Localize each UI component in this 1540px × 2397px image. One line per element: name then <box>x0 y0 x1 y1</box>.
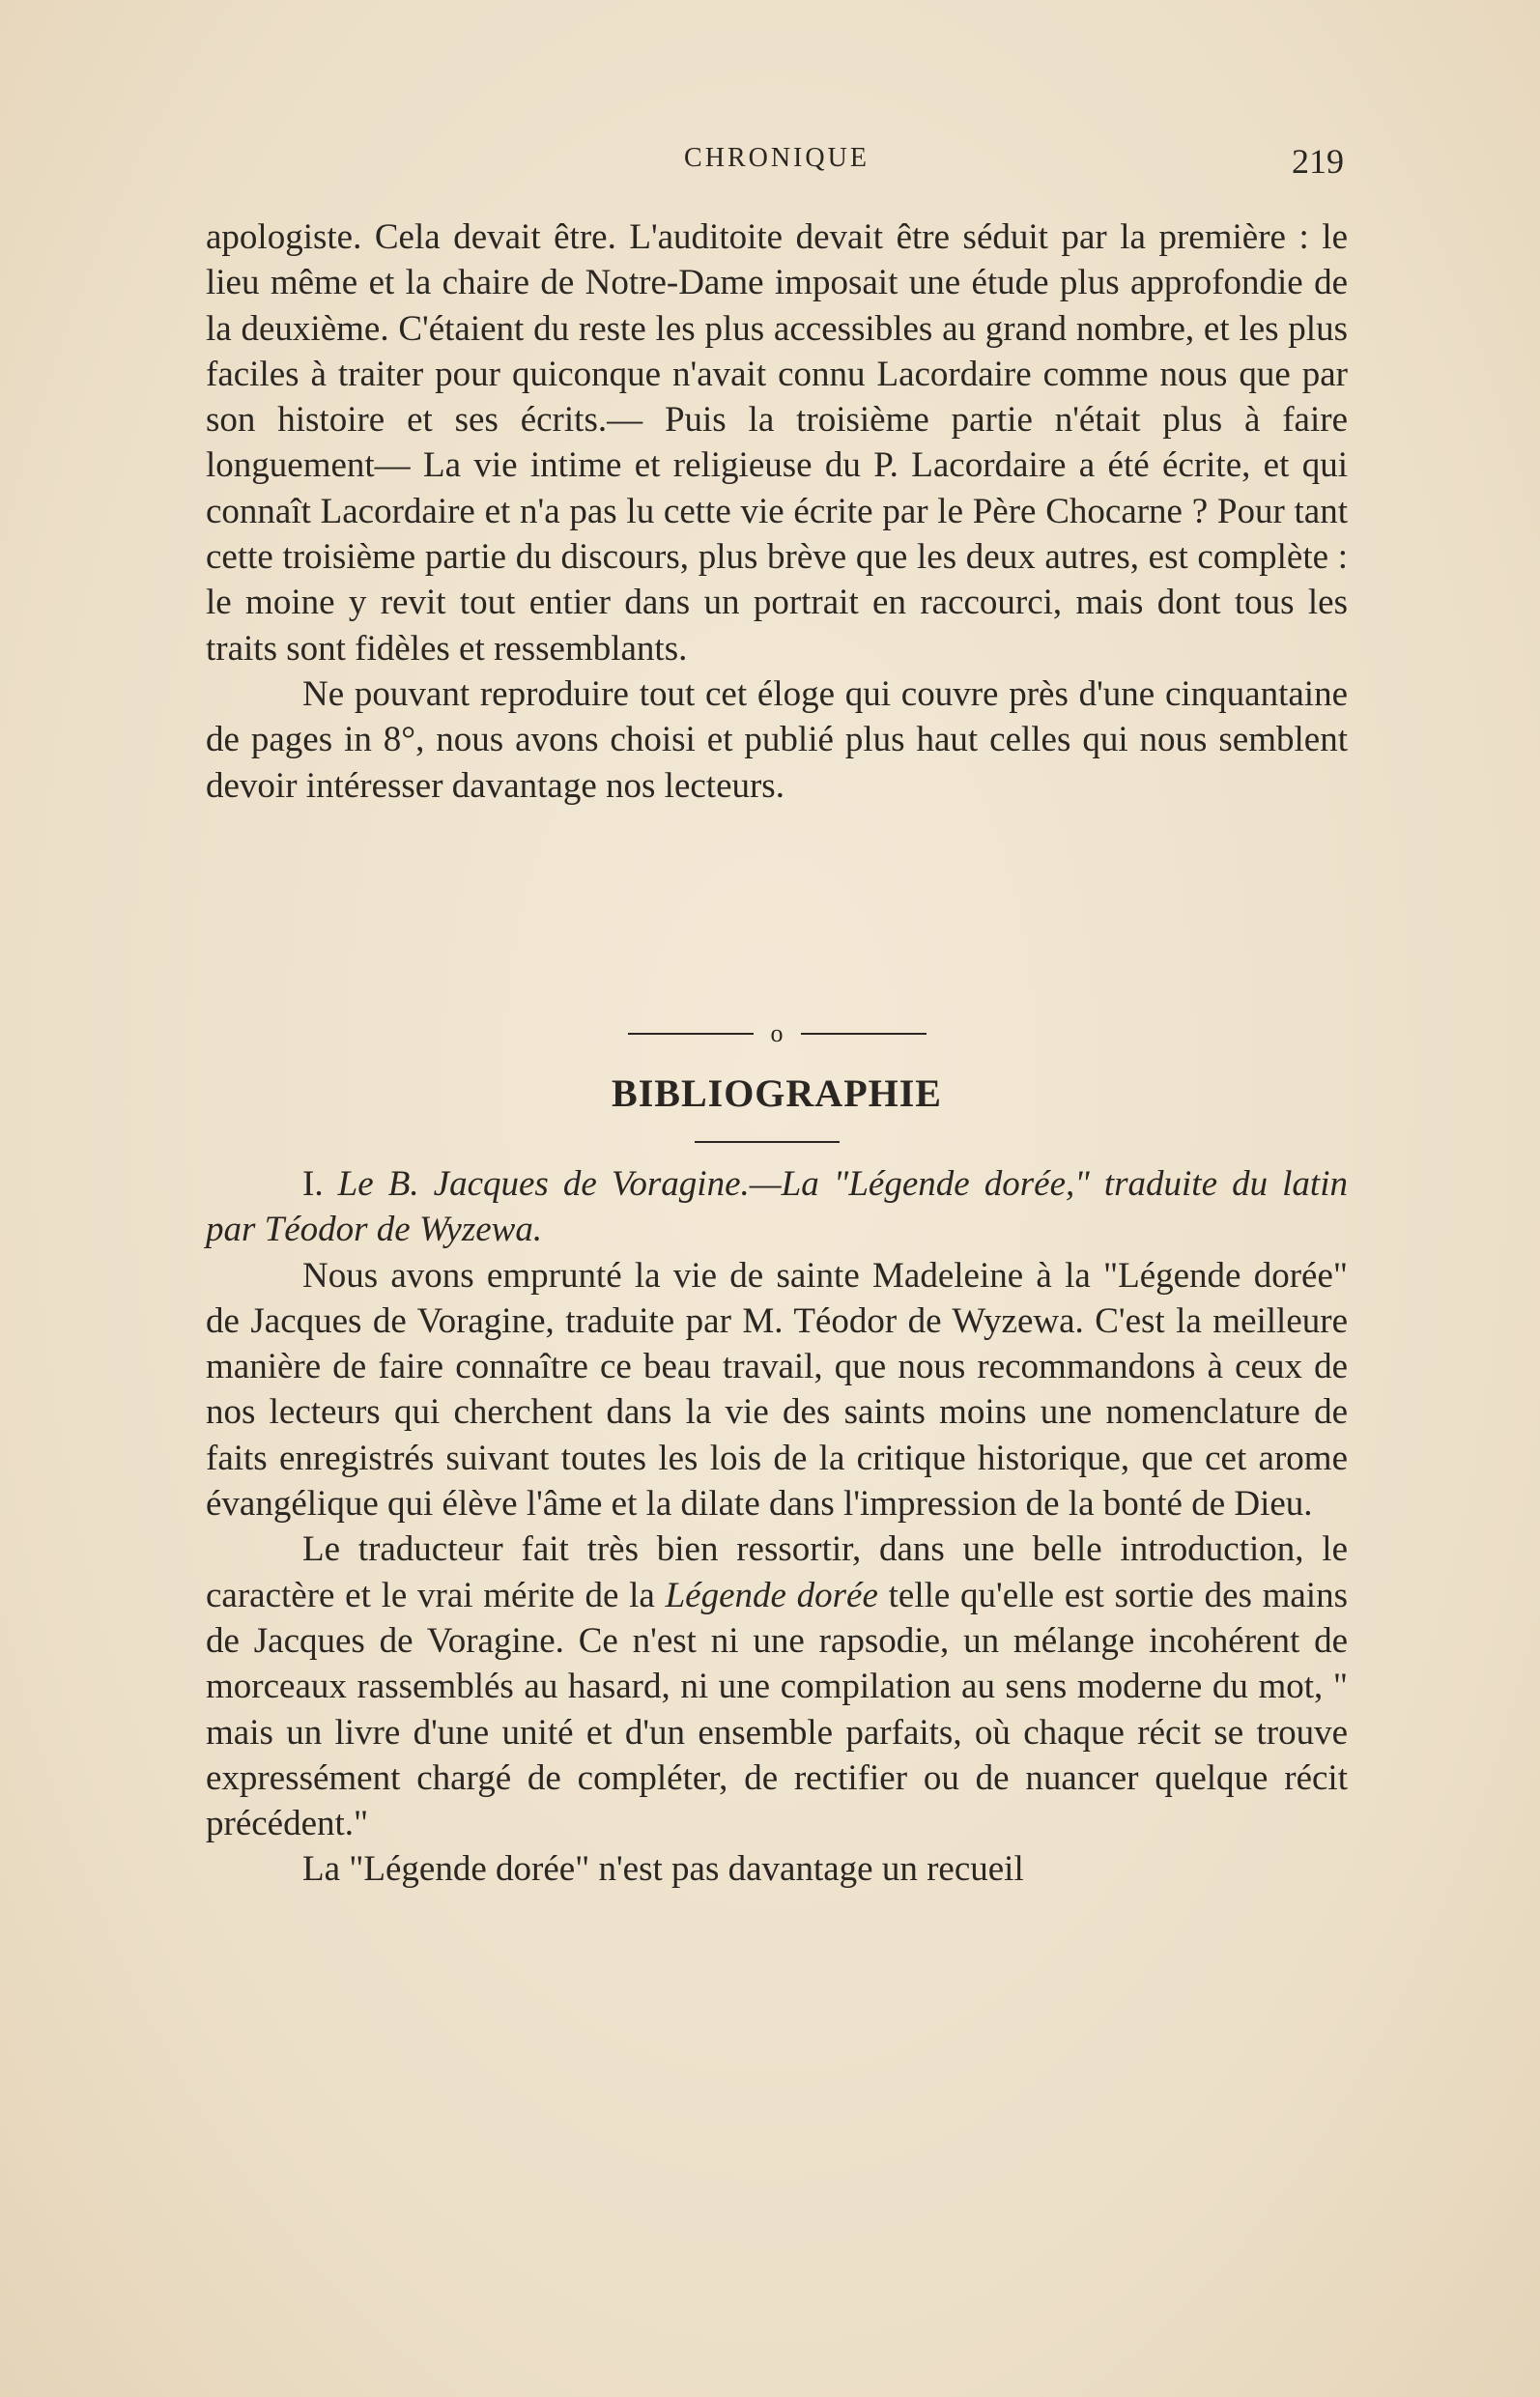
separator-mark: o <box>770 1019 784 1047</box>
bibliography-entry <box>206 1161 1348 1253</box>
paragraph: La "Légende dorée" n'est pas davantage un recueil <box>302 1849 1024 1890</box>
text-run: Le traducteur fait très bien ressortir, dans une belle introduction, le caractère et le vrai mérite de la <box>206 1529 1348 1615</box>
paragraph: apologiste. Cela devait être. L'auditoite devait être séduit par la première : le lieu même et la chaire de Notre-Dame imposait une étude plus approfondie de la deuxième. C'étaient du reste les plus accessibles au grand nombre, et les plus faciles à traiter pour quiconque n'avait connu Lacordaire comme nous que par son histoire et ses écrits.— Puis la troisième partie n'était plus à faire longuement— La vie intime et religieuse du P. Lacordaire a été écrite, et qui connaît Lacordaire et n'a pas lu cette vie écrite par le Père Chocarne ? Pour tant cette troisième partie du discours, plus brève que les deux autres, est complète : le moine y revit tout entier dans un portrait en raccourci, mais dont tous les traits sont fidèles et ressemblants. <box>206 217 1348 669</box>
separator-line <box>801 1033 927 1035</box>
page-number: 219 <box>1292 142 1344 181</box>
title-rule <box>695 1141 840 1143</box>
paragraph: Nous avons emprunté la vie de sainte Madeleine à la "Légende dorée" de Jacques de Voragine, traduite par M. Téodor de Wyzewa. C'est la meilleure manière de faire connaître ce beau travail, que nous recommandons à ceux de nos lecteurs qui cherchent dans la vie des saints moins une nomenclature de faits enregistrés suivant toutes les lois de la critique historique, que cet arome évangélique qui élève l'âme et la dilate dans l'impression de la bonté de Dieu. <box>206 1255 1348 1525</box>
bibliographie-text <box>206 1161 1348 1893</box>
section-title: BIBLIOGRAPHIE <box>612 1071 942 1115</box>
section-separator <box>611 1014 943 1053</box>
page-header <box>206 143 1348 182</box>
running-title: CHRONIQUE <box>684 143 870 173</box>
paragraph <box>206 1527 1348 1846</box>
paragraph: Ne pouvant reproduire tout cet éloge qui couvre près d'une cinquantaine de pages in 8°, nous avons choisi et publié plus haut celles qui nous semblent devoir intéresser davantage nos lecteurs. <box>206 673 1348 806</box>
separator-line <box>628 1033 754 1035</box>
text-run: telle qu'elle est sortie des mains de Jacques de Voragine. Ce n'est ni une rapsodie, un mélange incohérent de morceaux rassemblés au hasard, ni une compilation au sens moderne du mot, " mais un livre d'une unité et d'un ensemble parfaits, où chaque récit se trouve expressément chargé de compléter, de rectifier ou de nuancer quelque récit précédent." <box>206 1575 1348 1844</box>
entry-citation: Le B. Jacques de Voragine.—La "Légende dorée," traduite du latin par Téodor de Wyzewa. <box>206 1164 1348 1250</box>
italic-title: Légende dorée <box>665 1575 878 1615</box>
entry-number: I. <box>302 1164 324 1204</box>
chronique-text <box>206 214 1348 809</box>
